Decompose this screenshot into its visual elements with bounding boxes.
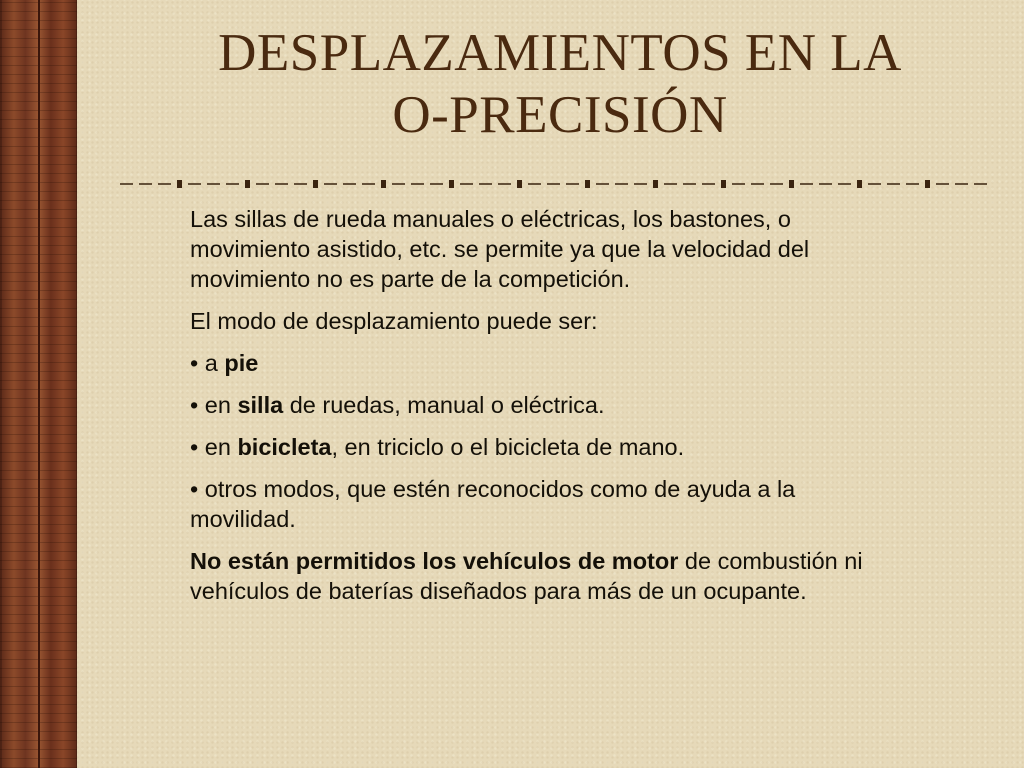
- bullet-item-pie: • a pie: [190, 350, 259, 376]
- bold-prohibited: No están permitidos los vehículos de motor: [190, 548, 679, 574]
- bullet-item-otros: • otros modos, que estén reconocidos como de ayuda a la movilidad.: [190, 476, 796, 532]
- slide-body: [190, 204, 880, 618]
- title-line-2: O-PRECISIÓN: [392, 86, 728, 144]
- divider-dot: [857, 180, 862, 188]
- divider-dot: [653, 180, 658, 188]
- prohibited-paragraph: No están permitidos los vehículos de motor de combustión ni vehículos de baterías diseñados para más de un ocupante.: [190, 548, 863, 604]
- intro-paragraph: Las sillas de rueda manuales o eléctricas, los bastones, o movimiento asistido, etc. se permite ya que la velocidad del movimiento no es parte de la competición.: [190, 206, 810, 292]
- divider-dot: [313, 180, 318, 188]
- bold-silla: silla: [237, 392, 284, 418]
- divider-dot: [721, 180, 726, 188]
- title-line-1: DESPLAZAMIENTOS EN LA: [218, 24, 902, 82]
- bullet-item-bicicleta: • en bicicleta, en triciclo o el bicicleta de mano.: [190, 434, 685, 460]
- bold-bicicleta: bicicleta: [237, 434, 332, 460]
- divider-dot: [177, 180, 182, 188]
- dashed-divider: [120, 176, 990, 192]
- bullet-marker: •: [190, 476, 199, 502]
- divider-line-graphic: [120, 176, 990, 192]
- divider-dot: [789, 180, 794, 188]
- bold-pie: pie: [224, 350, 259, 376]
- divider-dot: [381, 180, 386, 188]
- bullet-marker: •: [190, 434, 199, 460]
- divider-dot: [585, 180, 590, 188]
- divider-dot: [449, 180, 454, 188]
- bullet-marker: •: [190, 392, 199, 418]
- wood-seam-decoration: [38, 0, 40, 768]
- modes-lead-paragraph: El modo de desplazamiento puede ser:: [190, 308, 598, 334]
- bullet-marker: •: [190, 350, 199, 376]
- divider-dot: [245, 180, 250, 188]
- divider-dot: [517, 180, 522, 188]
- divider-dot: [925, 180, 930, 188]
- bullet-item-silla: • en silla de ruedas, manual o eléctrica.: [190, 392, 605, 418]
- slide-title: [100, 22, 1020, 146]
